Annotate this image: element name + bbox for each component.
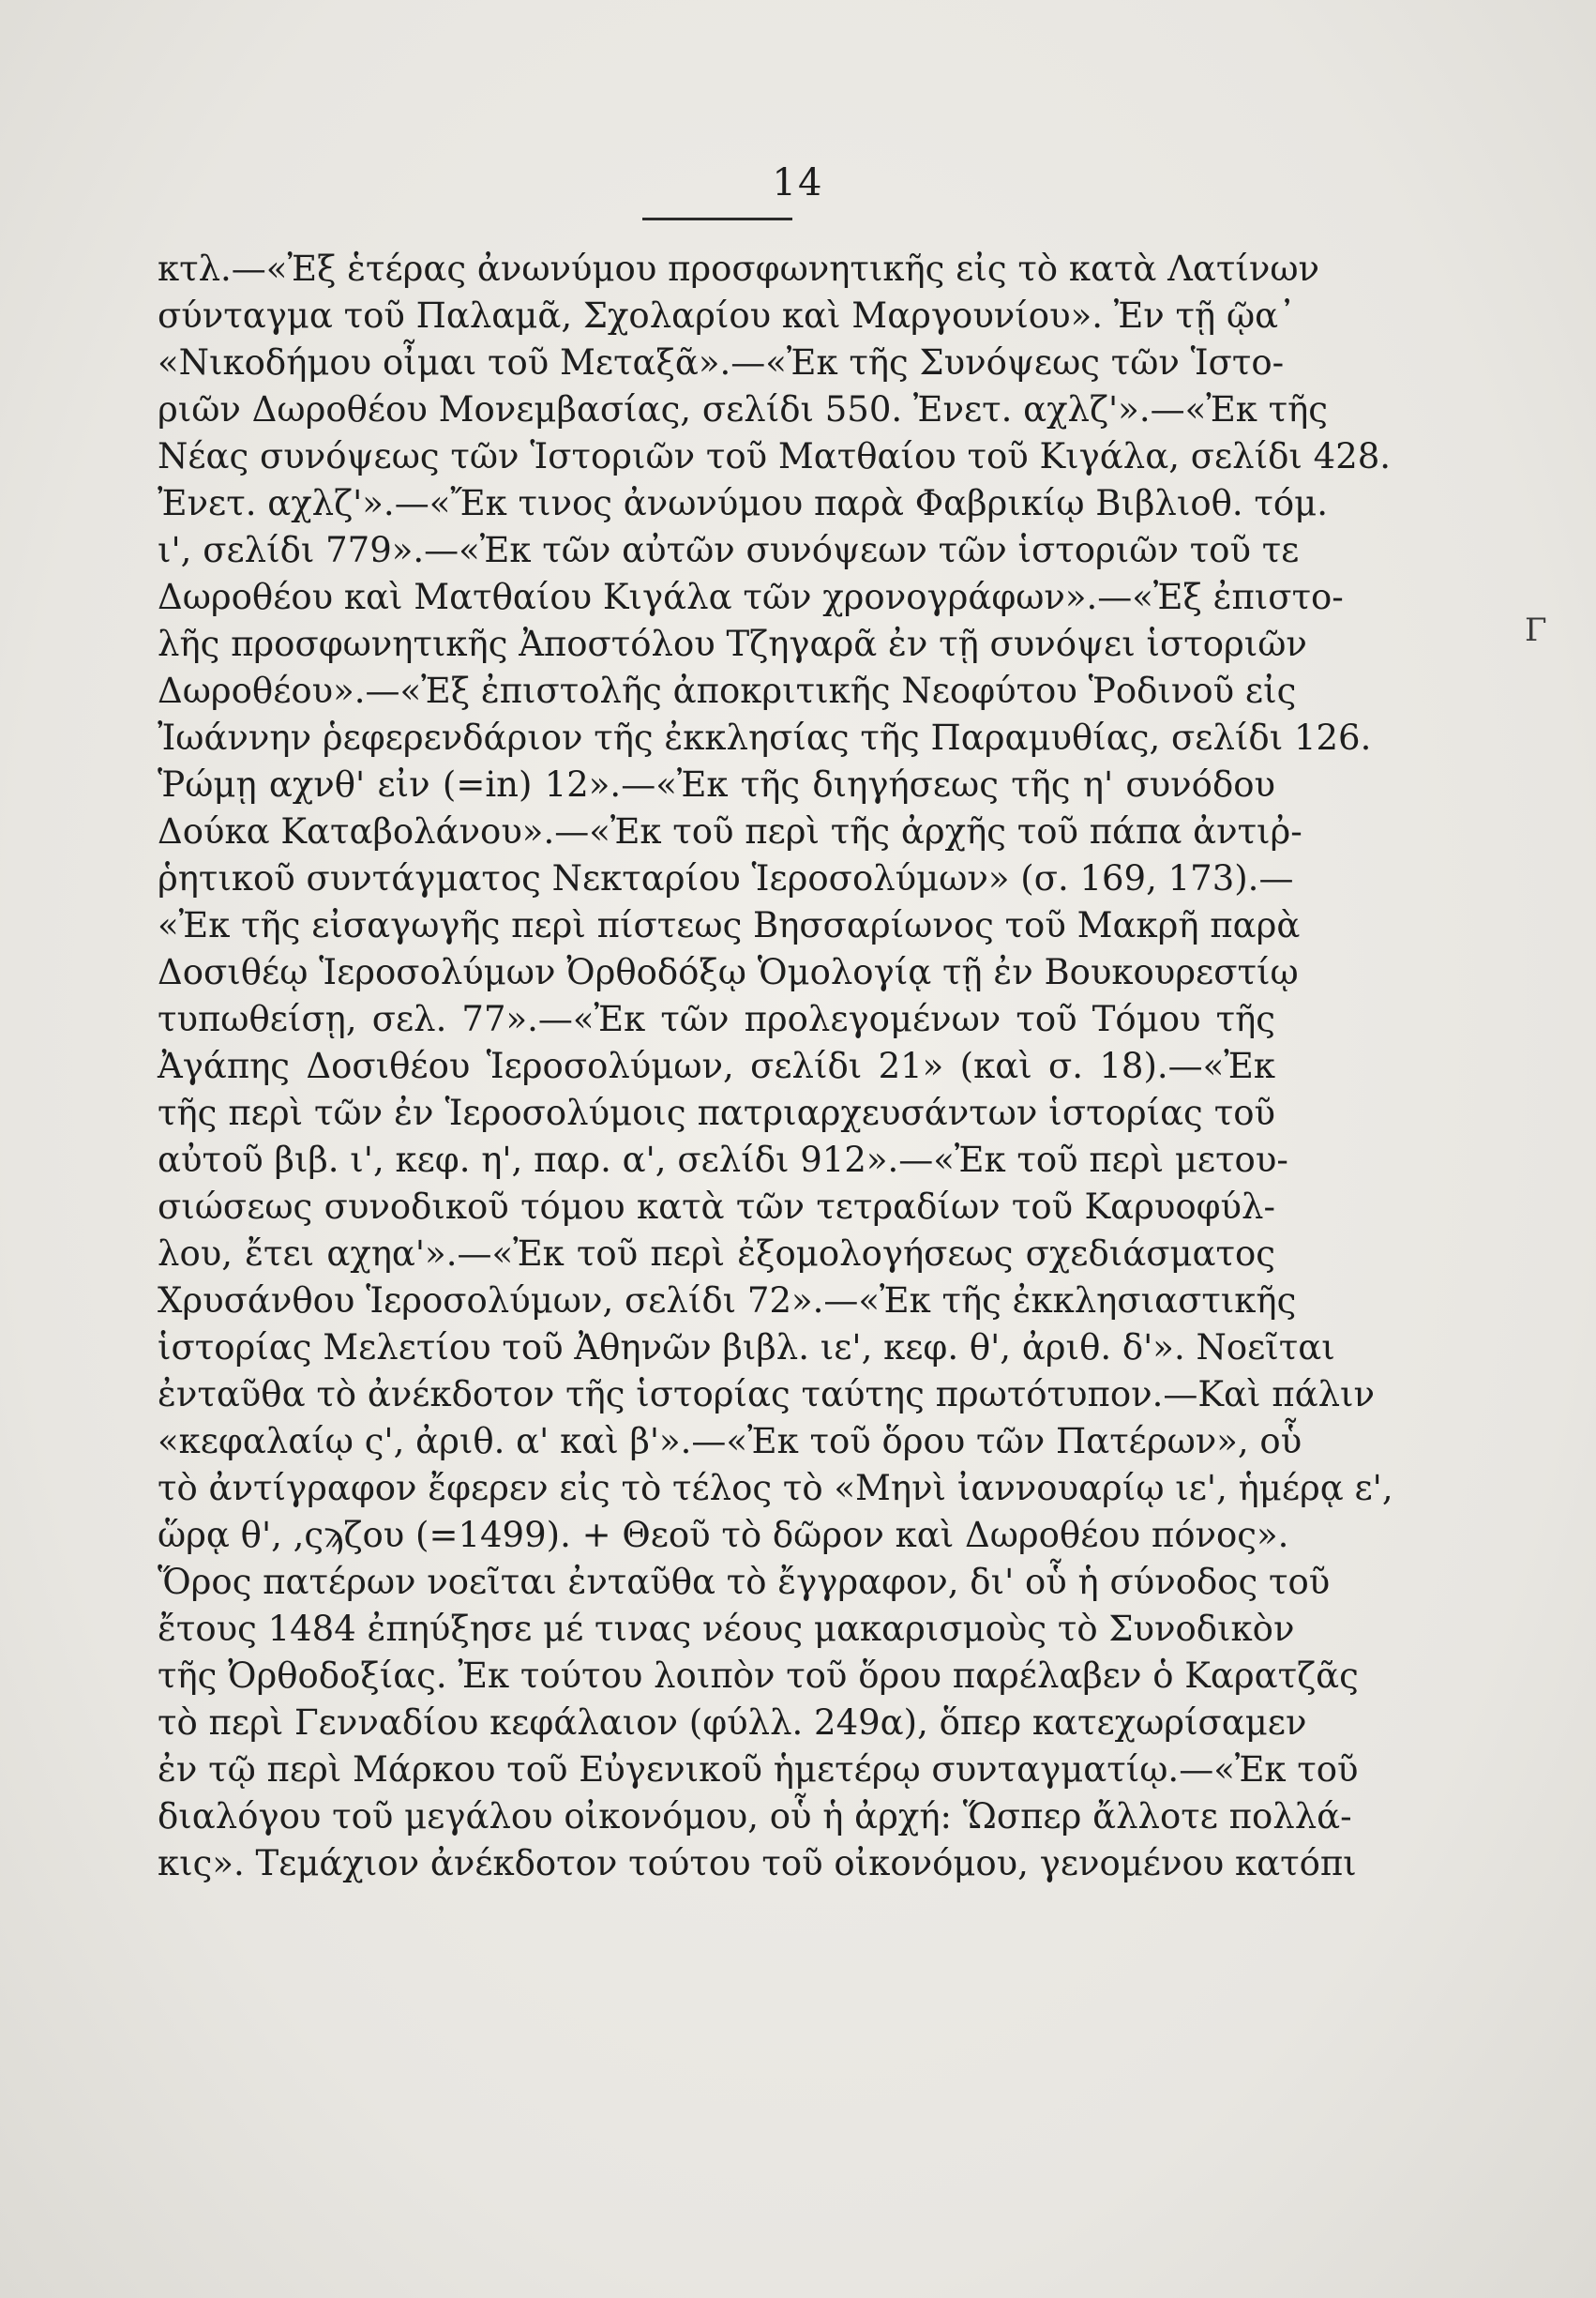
- margin-mark: Γ: [1525, 612, 1547, 649]
- text-line: αὐτοῦ βιβ. ι', κεφ. η', παρ. α', σελίδι 912».—«Ἐκ τοῦ περὶ μετου-: [158, 1140, 1288, 1180]
- page-number-rule: [642, 218, 792, 220]
- text-line: ὥρᾳ θ', ,ςϡζου (=1499). + Θεοῦ τὸ δῶρον καὶ Δωροθέου πόνος».: [158, 1515, 1289, 1555]
- text-line: Ὅρος πατέρων νοεῖται ἐνταῦθα τὸ ἔγγραφον, δι' οὗ ἡ σύνοδος τοῦ: [158, 1562, 1331, 1602]
- text-line: «κεφαλαίῳ ς', ἀριθ. α' καὶ β'».—«Ἐκ τοῦ ὅρου τῶν Πατέρων», οὗ: [158, 1421, 1302, 1461]
- text-line: Δοσιθέῳ Ἱεροσολύμων Ὀρθοδόξῳ Ὁμολογίᾳ τῇ ἐν Βουκουρεστίῳ: [158, 952, 1299, 992]
- body-text: [158, 246, 1393, 1887]
- text-line: «Ἐκ τῆς εἰσαγωγῆς περὶ πίστεως Βησσαρίωνος τοῦ Μακρῆ παρὰ: [158, 905, 1301, 945]
- text-line: λου, ἔτει αχηα'».—«Ἐκ τοῦ περὶ ἐξομολογήσεως σχεδιάσματος: [158, 1233, 1275, 1274]
- page-number: 14: [772, 161, 824, 204]
- text-line: ἔτους 1484 ἐπηύξησε μέ τινας νέους μακαρισμοὺς τὸ Συνοδικὸν: [158, 1609, 1295, 1649]
- text-line: Χρυσάνθου Ἱεροσολύμων, σελίδι 72».—«Ἐκ τῆς ἐκκλησιαστικῆς: [158, 1280, 1297, 1321]
- text-line: ἐν τῷ περὶ Μάρκου τοῦ Εὐγενικοῦ ἡμετέρῳ συνταγματίῳ.—«Ἐκ τοῦ: [158, 1749, 1359, 1790]
- text-line: Ἀγάπης Δοσιθέου Ἱεροσολύμων, σελίδι 21» (καὶ σ. 18).—«Ἐκ: [158, 1046, 1275, 1086]
- text-line: διαλόγου τοῦ μεγάλου οἰκονόμου, οὗ ἡ ἀρχή: Ὥσπερ ἄλλοτε πολλά-: [158, 1796, 1352, 1837]
- text-line: ι', σελίδι 779».—«Ἐκ τῶν αὐτῶν συνόψεων τῶν ἱστοριῶν τοῦ τε: [158, 530, 1300, 570]
- text-line: «Νικοδήμου οἶμαι τοῦ Μεταξᾶ».—«Ἐκ τῆς Συνόψεως τῶν Ἱστο-: [158, 342, 1285, 383]
- text-line: Δούκα Καταβολάνου».—«Ἐκ τοῦ περὶ τῆς ἀρχῆς τοῦ πάπα ἀντιῤ-: [158, 811, 1302, 852]
- text-line: τῆς Ὀρθοδοξίας. Ἐκ τούτου λοιπὸν τοῦ ὅρου παρέλαβεν ὁ Καρατζᾶς: [158, 1655, 1359, 1696]
- text-line: τυπωθείσῃ, σελ. 77».—«Ἐκ τῶν προλεγομένων τοῦ Τόμου τῆς: [158, 999, 1275, 1039]
- text-line: ἱστορίας Μελετίου τοῦ Ἀθηνῶν βιβλ. ιε', κεφ. θ', ἀριθ. δ'». Νοεῖται: [158, 1327, 1335, 1368]
- text-line: τὸ περὶ Γενναδίου κεφάλαιον (φύλλ. 249α), ὅπερ κατεχωρίσαμεν: [158, 1702, 1307, 1743]
- text-line: Ῥώμῃ αχνθ' εἰν (=in) 12».—«Ἐκ τῆς διηγήσεως τῆς η' συνόδου: [158, 764, 1275, 805]
- text-line: Ἰωάννην ῥεφερενδάριον τῆς ἐκκλησίας τῆς Παραμυθίας, σελίδι 126.: [158, 718, 1372, 758]
- text-line: κις». Τεμάχιον ἀνέκδοτον τούτου τοῦ οἰκονόμου, γενομένου κατόπι: [158, 1843, 1357, 1883]
- text-line: τὸ ἀντίγραφον ἔφερεν εἰς τὸ τέλος τὸ «Μηνὶ ἰαννουαρίῳ ιε', ἡμέρᾳ ε',: [158, 1468, 1393, 1508]
- text-line: ἐνταῦθα τὸ ἀνέκδοτον τῆς ἱστορίας ταύτης πρωτότυπον.—Καὶ πάλιν: [158, 1374, 1376, 1414]
- text-line: Ἐνετ. αχλζ'».—«Ἔκ τινος ἀνωνύμου παρὰ Φαβρικίῳ Βιβλιοθ. τόμ.: [158, 483, 1328, 523]
- text-line: τῆς περὶ τῶν ἐν Ἱεροσολύμοις πατριαρχευσάντων ἱστορίας τοῦ: [158, 1093, 1275, 1133]
- text-line: Δωροθέου».—«Ἐξ ἐπιστολῆς ἀποκριτικῆς Νεοφύτου Ῥοδινοῦ εἰς: [158, 671, 1297, 711]
- text-line: Δωροθέου καὶ Ματθαίου Κιγάλα τῶν χρονογράφων».—«Ἐξ ἐπιστο-: [158, 577, 1344, 617]
- text-line: σιώσεως συνοδικοῦ τόμου κατὰ τῶν τετραδίων τοῦ Καρυοφύλ-: [158, 1187, 1275, 1227]
- text-line: ριῶν Δωροθέου Μονεμβασίας, σελίδι 550. Ἐνετ. αχλζ'».—«Ἐκ τῆς: [158, 389, 1329, 430]
- text-line: σύνταγμα τοῦ Παλαμᾶ, Σχολαρίου καὶ Μαργουνίου». Ἐν τῇ ῷα᾽: [158, 295, 1296, 336]
- text-line: Νέας συνόψεως τῶν Ἱστοριῶν τοῦ Ματθαίου τοῦ Κιγάλα, σελίδι 428.: [158, 436, 1392, 476]
- text-line: ῥητικοῦ συντάγματος Νεκταρίου Ἱεροσολύμων» (σ. 169, 173).—: [158, 858, 1294, 899]
- text-line: κτλ.—«Ἐξ ἑτέρας ἀνωνύμου προσφωνητικῆς εἰς τὸ κατὰ Λατίνων: [158, 249, 1319, 289]
- text-line: λῆς προσφωνητικῆς Ἀποστόλου Τζηγαρᾶ ἐν τῇ συνόψει ἱστοριῶν: [158, 624, 1307, 664]
